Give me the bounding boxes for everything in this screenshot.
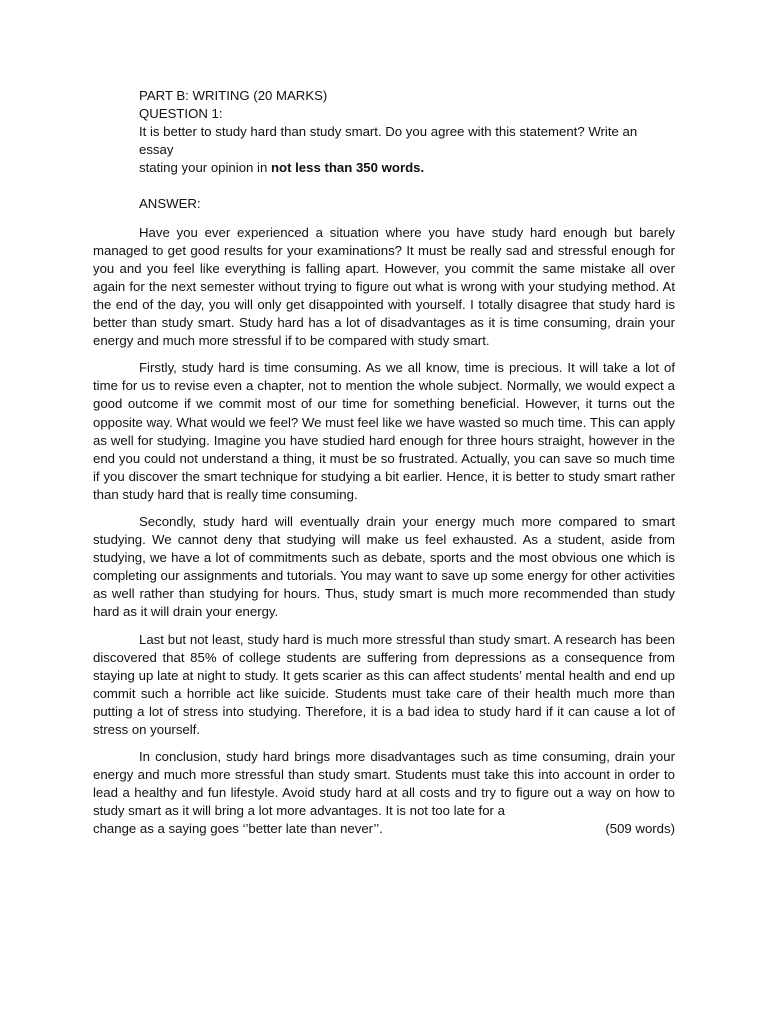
prompt-line-2-text: stating your opinion in [139, 160, 271, 176]
essay-paragraph-conclusion [93, 748, 675, 838]
word-count: (509 words) [605, 821, 675, 837]
question-heading: QUESTION 1: [139, 106, 223, 122]
answer-label: ANSWER: [139, 196, 201, 212]
conclusion-closing-text: change as a saying goes ‘’better late than never’’. [93, 821, 383, 837]
essay-paragraph-time-consuming: Firstly, study hard is time consuming. As we all know, time is precious. It will take a lot of time for us to revise even a chapter, not to mention the whole subject. Normally, we would expect a good outcome if we commit most of our time for something beneficial. However, it turns out the opposite way. What would we feel? We must feel like we have wasted so much time. This can apply as well for studying. Imagine you have studied hard enough for three hours straight, however in the end you could not understand a thing, it must be so frustrated. Actually, you can save so much time if you discover the smart technique for studying a bit earlier. Hence, it is better to study smart rather than study hard that is really time consuming. [93, 360, 675, 502]
conclusion-last-line [93, 820, 675, 838]
prompt-line-2 [139, 159, 675, 177]
essay-paragraph-energy: Secondly, study hard will eventually drain your energy much more compared to smart studying. We cannot deny that studying will make us feel exhausted. As a student, aside from studying, we have a lot of commitments such as debate, sports and the most obvious one which is completing our assignments and tutorials. You may want to save up some energy for other activities as well rather than studying for hours. Thus, study smart is much more recommended than study hard as it will drain your energy. [93, 513, 675, 620]
question-header [139, 87, 675, 123]
essay-paragraph-stress: Last but not least, study hard is much more stressful than study smart. A research has been discovered that 85% of college students are suffering from depressions as a consequence from staying up late at night to study. It gets scarier as this can affect students’ mental health and end up commit such a horrible act like suicide. Students must take care of their health much more than putting a lot of stress into studying. Therefore, it is a bad idea to study hard if it can cause a lot of stress on yourself. [93, 631, 675, 737]
document-content [93, 87, 675, 839]
part-heading: PART B: WRITING (20 MARKS) [139, 88, 328, 103]
prompt-word-requirement: not less than 350 words. [270, 160, 425, 176]
question-prompt [139, 123, 675, 177]
conclusion-text: In conclusion, study hard brings more disadvantages such as time consuming, drain your energy and much more stressful than study smart. Students must take this into account in order to lead a healthy and fun lifestyle. Avoid study hard at all costs and try to figure out a way on how to study smart as it will bring a lot more advantages. It is not too late for a [93, 749, 675, 819]
prompt-line-1: It is better to study hard than study smart. Do you agree with this statement? Write an essay [139, 124, 638, 158]
essay-paragraph-introduction: Have you ever experienced a situation where you have study hard enough but barely managed to get good results for your examinations? It must be really sad and stressful enough for you and you feel like everything is falling apart. However, you commit the same mistake all over again for the next semester without trying to figure out what is wrong with your studying method. At the end of the day, you will only get disappointed with yourself. I totally disagree that study hard is better than study smart. Study hard has a lot of disadvantages as it is time consuming, drain your energy and much more stressful if to be compared with study smart. [93, 224, 675, 349]
